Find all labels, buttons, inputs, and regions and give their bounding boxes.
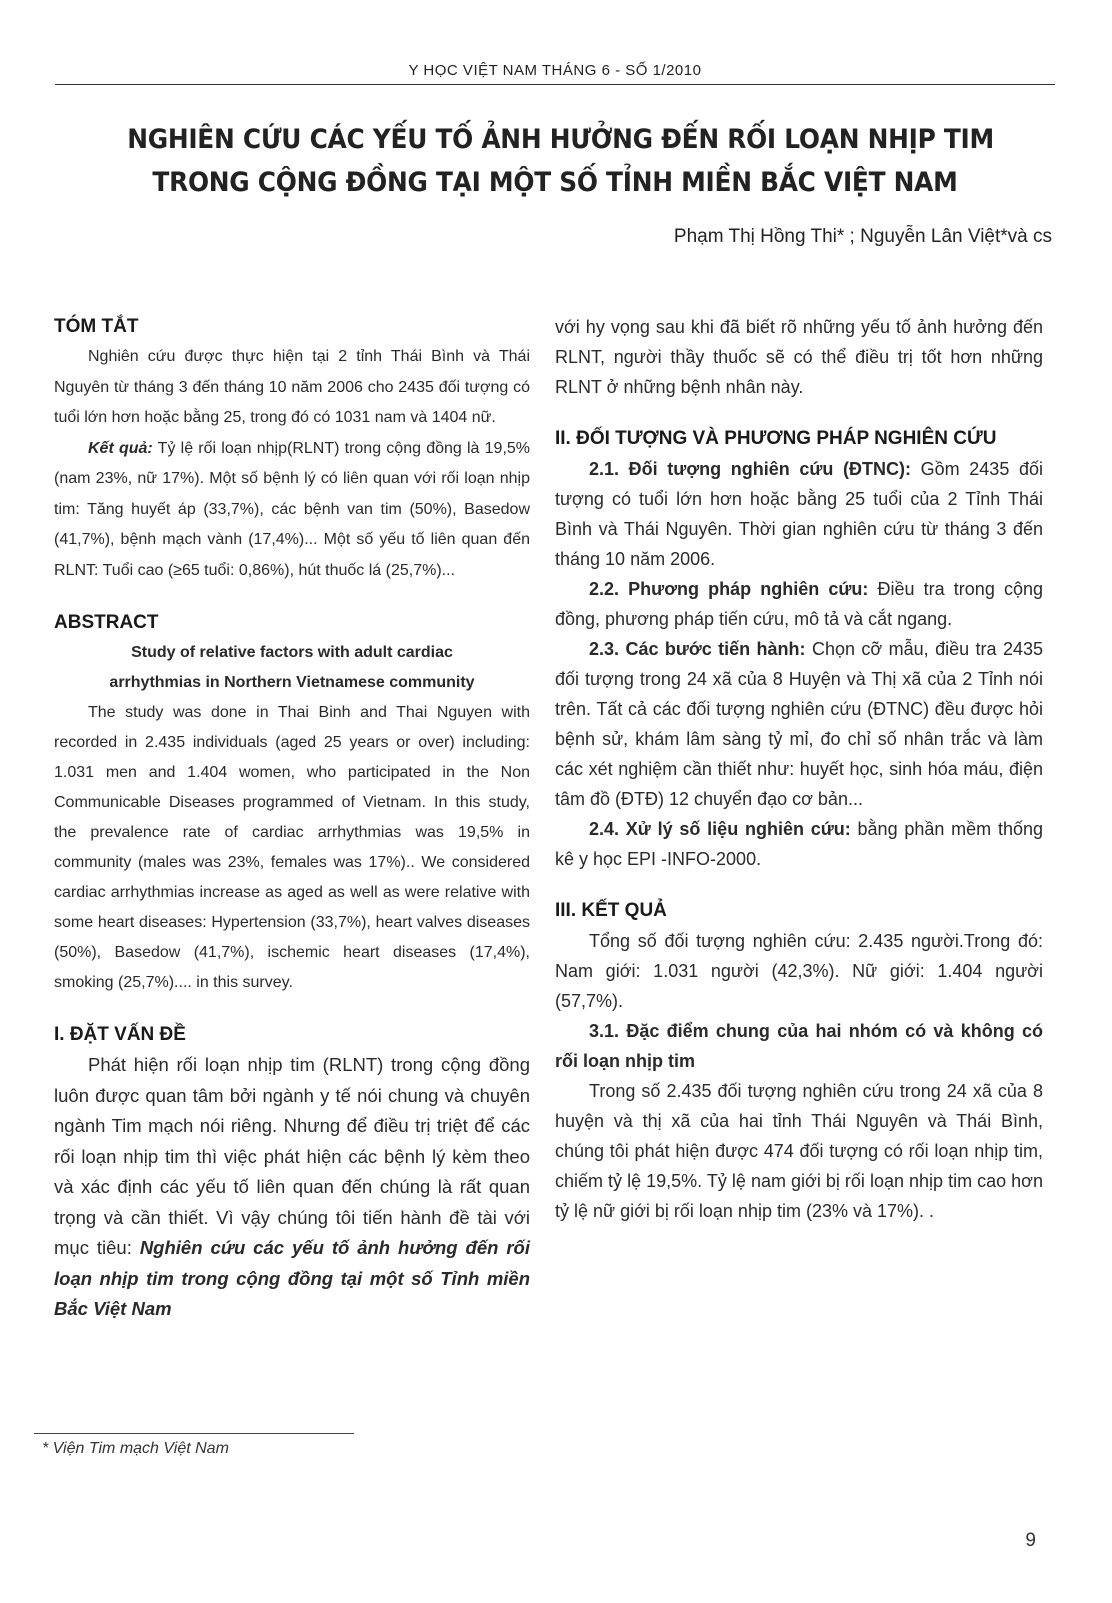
summary-heading: TÓM TẮT bbox=[54, 316, 139, 337]
section-2-1 bbox=[555, 454, 1043, 574]
section-2-heading: II. ĐỐI TƯỢNG VÀ PHƯƠNG PHÁP NGHIÊN CỨU bbox=[555, 428, 997, 449]
footnote: * Viện Tim mạch Việt Nam bbox=[42, 1440, 229, 1457]
authors: Phạm Thị Hồng Thi* ; Nguyễn Lân Việt*và cs bbox=[673, 226, 1052, 247]
footnote-rule bbox=[34, 1433, 354, 1434]
section-2-4-text: bằng phần mềm thống kê y học EPI -INFO-2000. bbox=[555, 819, 1043, 869]
section-3-1-heading: 3.1. Đặc điểm chung của hai nhóm có và không có rối loạn nhịp tim bbox=[555, 1021, 1043, 1071]
right-column bbox=[555, 312, 1043, 1226]
results-label: Kết quả: bbox=[88, 439, 153, 457]
article-title bbox=[127, 118, 994, 204]
header-rule bbox=[55, 84, 1055, 85]
section-2-3 bbox=[555, 634, 1043, 814]
objective-text: Nghiên cứu các yếu tố ảnh hưởng đến rối loạn nhịp tim trong cộng đồng tại một số Tỉnh miền Bắc Việt Nam bbox=[54, 1237, 530, 1319]
results-text: Tỷ lệ rối loạn nhịp(RLNT) trong cộng đồng là 19,5% (nam 23%, nữ 17%). Một số bệnh lý có liên quan với rối loạn nhịp tim: Tăng huyết áp (33,7%), các bệnh van tim (50%), Basedow (41,7%), bệnh mạch vành (17,4%)... Một số yếu tố liên quan đến RLNT: Tuổi cao (≥65 tuổi: 0,86%), hút thuốc lá (25,7%)... bbox=[54, 439, 531, 579]
section-2-2-text: Điều tra trong cộng đồng, phương pháp tiến cứu, mô tả và cắt ngang. bbox=[555, 579, 1043, 629]
section-2-2-label: 2.2. Phương pháp nghiên cứu: bbox=[589, 579, 869, 599]
section-1-text: Phát hiện rối loạn nhịp tim (RLNT) trong cộng đồng luôn được quan tâm bởi ngành y tế nói chung và chuyên ngành Tim mạch nói riêng. Nhưng để điều trị triệt để các rối loạn nhịp tim thì việc phát hiện các bệnh lý kèm theo và xác định các yếu tố liên quan đến chúng là rất quan trọng và cần thiết. Vì vậy chúng tôi tiến hành đề tài với mục tiêu: bbox=[54, 1054, 530, 1258]
summary-paragraph: Nghiên cứu được thực hiện tại 2 tỉnh Thái Bình và Thái Nguyên từ tháng 3 đến tháng 10 năm 2006 cho 2435 đối tượng có tuổi lớn hơn hoặc bằng 25, trong đó có 1031 nam và 1404 nữ. bbox=[54, 348, 530, 426]
abstract-title-line-1: Study of relative factors with adult cardiac bbox=[131, 644, 453, 661]
section-2-1-label: 2.1. Đối tượng nghiên cứu (ĐTNC): bbox=[589, 459, 912, 479]
abstract-heading: ABSTRACT bbox=[54, 612, 159, 633]
section-2-1-text: Gồm 2435 đối tượng có tuổi lớn hơn hoặc bằng 25 tuổi của 2 Tỉnh Thái Bình và Thái Nguyên. Thời gian nghiên cứu từ tháng 3 đến tháng 10 năm 2006. bbox=[555, 459, 1043, 569]
section-1-continuation bbox=[555, 312, 1043, 402]
abstract-title-line-2: arrhythmias in Northern Vietnamese community bbox=[109, 674, 475, 691]
summary-results-paragraph bbox=[54, 434, 530, 587]
left-column bbox=[54, 312, 530, 1325]
section-3-1-body: Trong số 2.435 đối tượng nghiên cứu trong 24 xã của 8 huyện và thị xã của hai tỉnh Thái Nguyên và Thái Bình, chúng tôi phát hiện được 474 đối tượng có rối loạn nhịp tim, chiếm tỷ lệ 19,5%. Tỷ lệ nam giới bị rối loạn nhịp tim cao hơn tỷ lệ nữ giới bị rối loạn nhịp tim (23% và 17%). . bbox=[555, 1081, 1043, 1221]
title-line-1: NGHIÊN CỨU CÁC YẾU TỐ ẢNH HƯỞNG ĐẾN RỐI LOẠN NHỊP TIM bbox=[127, 124, 994, 155]
section-3-intro: Tổng số đối tượng nghiên cứu: 2.435 người.Trong đó: Nam giới: 1.031 người (42,3%). Nữ giới: 1.404 người (57,7%). bbox=[555, 931, 1043, 1011]
section-2-2 bbox=[555, 574, 1043, 634]
page-number: 9 bbox=[1025, 1530, 1036, 1551]
section-2-4-label: 2.4. Xử lý số liệu nghiên cứu: bbox=[589, 819, 851, 839]
abstract-title bbox=[54, 638, 530, 698]
section-1-heading: I. ĐẶT VẤN ĐỀ bbox=[54, 1024, 186, 1045]
section-2-4 bbox=[555, 814, 1043, 874]
running-head: Y HỌC VIỆT NAM THÁNG 6 - SỐ 1/2010 bbox=[408, 62, 702, 79]
section-1-body bbox=[54, 1050, 530, 1325]
section-2-3-label: 2.3. Các bước tiến hành: bbox=[589, 639, 806, 659]
section-3-heading: III. KẾT QUẢ bbox=[555, 900, 667, 921]
section-1-tail: với hy vọng sau khi đã biết rõ những yếu tố ảnh hưởng đến RLNT, người thầy thuốc sẽ có thể điều trị tốt hơn những RLNT ở những bệnh nhân này. bbox=[555, 317, 1043, 397]
section-2-3-text: Chọn cỡ mẫu, điều tra 2435 đối tượng trong 24 xã của 8 Huyện và Thị xã của 2 Tỉnh nói trên. Tất cả các đối tượng nghiên cứu (ĐTNC) đều được hỏi bệnh sử, khám lâm sàng tỷ mỉ, đo chỉ số nhân trắc và làm các xét nghiệm cần thiết như: huyết học, sinh hóa máu, điện tâm đồ (ĐTĐ) 12 chuyển đạo cơ bản... bbox=[555, 639, 1043, 809]
title-line-2: TRONG CỘNG ĐỒNG TẠI MỘT SỐ TỈNH MIỀN BẮC VIỆT NAM bbox=[152, 167, 958, 198]
abstract-body: The study was done in Thai Binh and Thai Nguyen with recorded in 2.435 individuals (aged 25 years or over) including: 1.031 men and 1.404 women, who participated in the Non Communicable Diseases programmed of Vietnam. In this study, the prevalence rate of cardiac arrhythmias was 19,5% in community (males was 23%, females was 17%).. We considered cardiac arrhythmias increase as aged as well as were relative with some heart diseases: Hypertension (33,7%), heart valves diseases (50%), Basedow (41,7%), ischemic heart diseases (17,4%), smoking (25,7%).... in this survey. bbox=[54, 704, 530, 991]
